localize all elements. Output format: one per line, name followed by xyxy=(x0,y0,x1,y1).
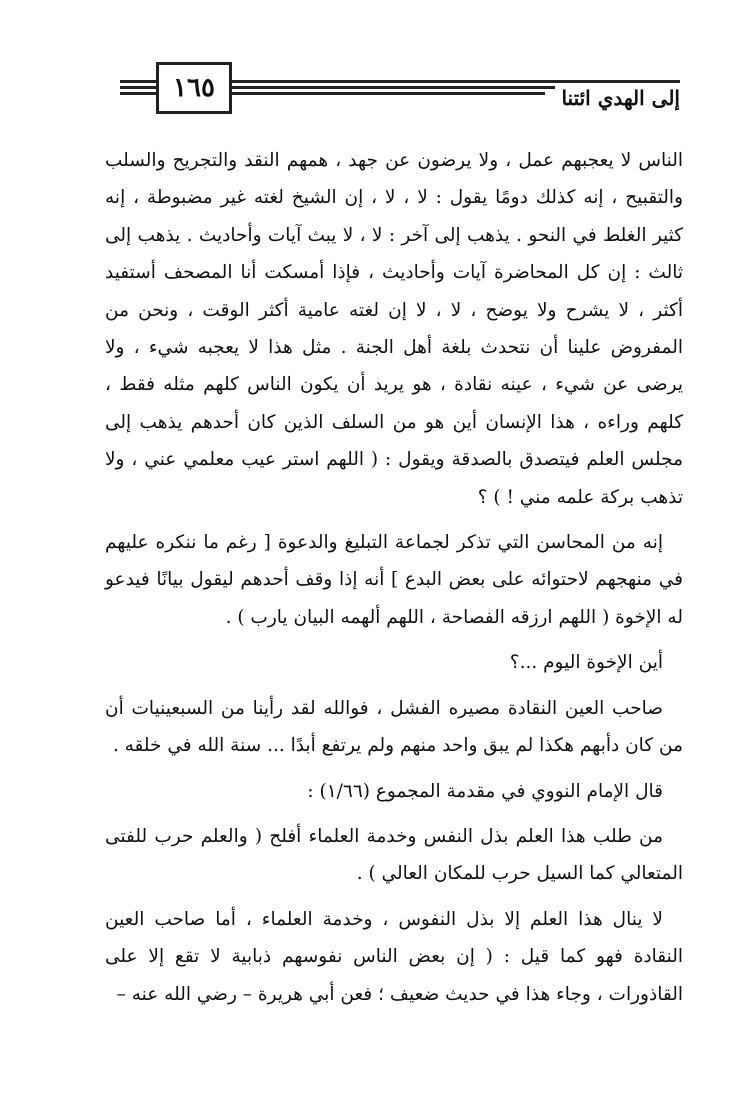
body-text xyxy=(105,142,683,1013)
page-number: ١٦٥ xyxy=(173,73,215,103)
paragraph: صاحب العين النقادة مصيره الفشل ، فوالله لقد رأينا من السبعينيات أن من كان دأبهم هكذا لم يبق واحد منهم ولم يرتفع أبدًا ... سنة الله في خلقه . xyxy=(105,697,683,757)
paragraph: أين الإخوة اليوم ...؟ xyxy=(509,652,663,674)
paragraph: إنه من المحاسن التي تذكر لجماعة التبليغ والدعوة [ رغم ما ننكره عليهم في منهجهم لاحتوائه على بعض البدع ] أنه إذا وقف أحدهم ليقول بيانًا فيدعو له الإخوة ( اللهم ارزقه الفصاحة ، اللهم ألهمه البيان يارب ) . xyxy=(105,532,683,628)
paragraph: قال الإمام النووي في مقدمة المجموع (١/٦٦) : xyxy=(307,780,663,802)
page-number-box xyxy=(156,62,232,114)
paragraph: الناس لا يعجبهم عمل ، ولا يرضون عن جهد ، همهم النقد والتجريح والسلب والتقبيح ، إنه كذلك دومًا يقول : لا ، لا ، إن الشيخ لغته غير مضبوطة ، إنه كثير الغلط في النحو . يذهب إلى آخر : لا ، لا يبث آيات وأحاديث . يذهب إلى ثالث : إن كل المحاضرة آيات وأحاديث ، فإذا أمسكت أنا المصحف أستفيد أكثر ، لا يشرح ولا يوضح ، لا ، لا إن لغته عامية أكثر الوقت ، ونحن من المفروض علينا أن نتحدث بلغة أهل الجنة . مثل هذا لا يعجبه شيء ، ولا يرضى عن شيء ، عينه نقادة ، هو يريد أن يكون الناس كلهم مثله فقط ، كلهم وراءه ، هذا الإنسان أين هو من السلف الذين كان أحدهم يذهب إلى مجلس العلم فيتصدق بالصدقة ويقول : ( اللهم استر عيب معلمي عني ، ولا تذهب بركة علمه مني ! ) ؟ xyxy=(105,150,683,508)
paragraph: لا ينال هذا العلم إلا بذل النفوس ، وخدمة العلماء ، أما صاحب العين النقادة فهو كما قيل : ( إن بعض الناس نفوسهم ذبابية لا تقع إلا على القاذورات ، وجاء هذا في حديث ضعيف ؛ فعن أبي هريرة – رضي الله عنه – xyxy=(105,908,683,1005)
running-title: إلى الهدي ائتنا xyxy=(555,86,680,110)
page-header xyxy=(120,56,680,114)
paragraph: من طلب هذا العلم بذل النفس وخدمة العلماء أفلح ( والعلم حرب للفتى المتعالي كما السيل حرب للمكان العالي ) . xyxy=(105,825,683,885)
